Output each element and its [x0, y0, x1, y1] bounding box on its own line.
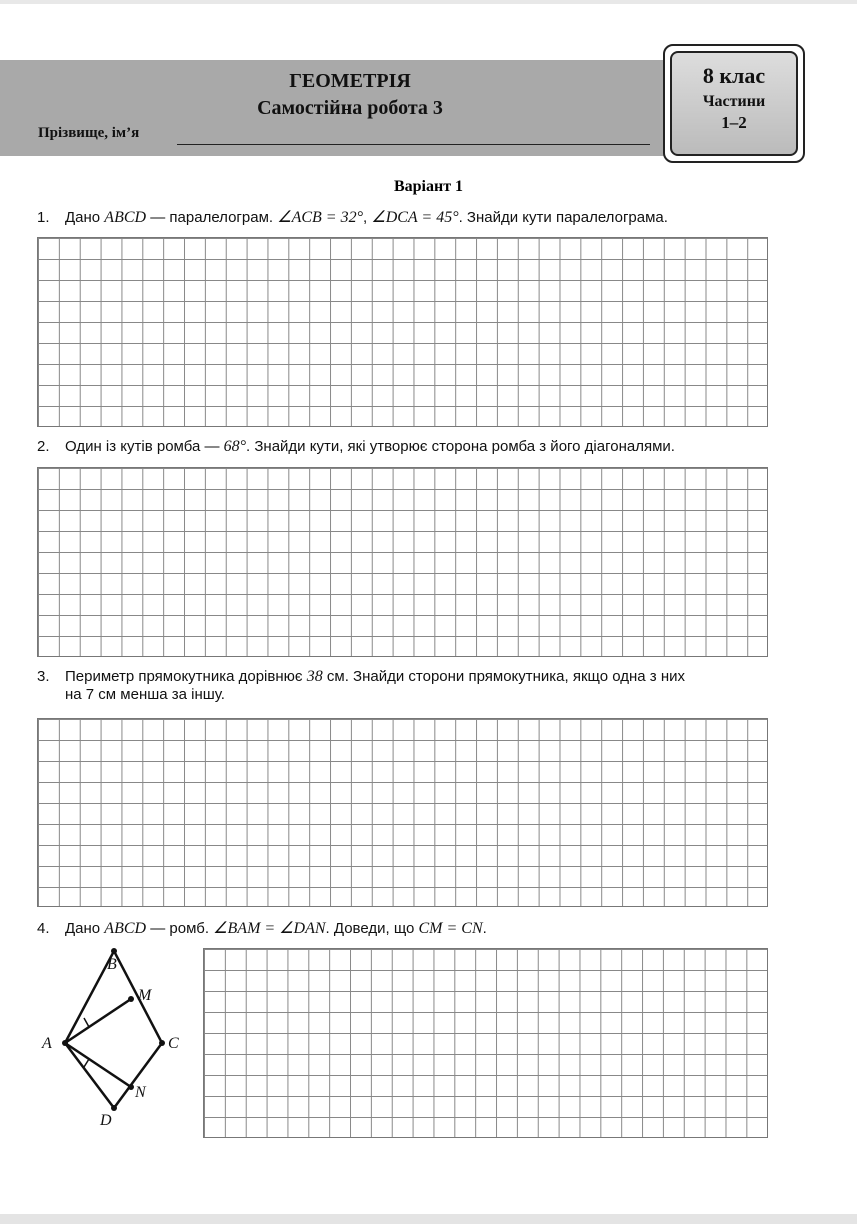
- label-a: A: [42, 1035, 52, 1052]
- subject-title: ГЕОМЕТРІЯ: [289, 70, 411, 92]
- task-number: 2.: [37, 438, 50, 455]
- answer-grid-4[interactable]: [203, 948, 768, 1138]
- task-2: [37, 438, 675, 456]
- m: 68°: [223, 438, 247, 455]
- label-n: N: [135, 1084, 146, 1101]
- t: . Доведи, що: [325, 920, 419, 937]
- grade: 8 клас: [702, 63, 766, 88]
- parts: 1–2: [721, 113, 747, 132]
- m: ∠DCA = 45°: [371, 209, 459, 226]
- segment-an: [65, 1043, 131, 1087]
- t: Один із кутів ромба —: [65, 438, 224, 455]
- t: на 7 см менша за іншу.: [65, 686, 225, 703]
- rhombus: [65, 951, 162, 1108]
- bottom-edge: [0, 1214, 857, 1224]
- t: Периметр прямокутника дорівнює: [65, 668, 307, 685]
- task-number: 3.: [37, 668, 50, 685]
- parts-label: Частини: [702, 93, 766, 110]
- t: см. Знайди сторони прямокутника, якщо одна з них: [322, 668, 685, 685]
- m: 38: [306, 668, 323, 685]
- t: .: [482, 920, 487, 937]
- name-label: Прізвище, ім’я: [38, 125, 140, 141]
- task-number: 4.: [37, 920, 50, 937]
- grade-badge: [663, 44, 805, 163]
- t: ,: [363, 209, 372, 226]
- rhombus-figure: [0, 940, 200, 1140]
- angle-mark: [84, 1059, 89, 1067]
- t: . Знайди кути, які утворює сторона ромба з його діагоналями.: [246, 438, 675, 455]
- angle-mark: [84, 1018, 89, 1027]
- task-3: [37, 668, 685, 703]
- t: Дано: [65, 209, 105, 226]
- task-4: [37, 918, 487, 938]
- t: — ромб.: [146, 920, 214, 937]
- label-b: B: [107, 956, 117, 973]
- label-m: M: [138, 987, 152, 1004]
- task-1: [37, 207, 668, 227]
- top-edge: [0, 0, 857, 4]
- answer-grid-2[interactable]: [37, 467, 768, 657]
- m: ∠BAM = ∠DAN: [213, 920, 326, 937]
- variant-title: Варіант 1: [393, 178, 464, 195]
- m: CM = CN: [418, 920, 483, 937]
- name-field[interactable]: [177, 144, 650, 145]
- answer-grid-1[interactable]: [37, 237, 768, 427]
- answer-grid-3[interactable]: [37, 718, 768, 907]
- t: — паралелограм.: [146, 209, 278, 226]
- m: ABCD: [104, 920, 147, 937]
- m: ABCD: [104, 209, 147, 226]
- segment-am: [65, 999, 131, 1043]
- work-title: Самостійна робота 3: [257, 97, 443, 119]
- label-d: D: [100, 1112, 112, 1129]
- task-number: 1.: [37, 209, 50, 226]
- m: ∠ACB = 32°: [277, 209, 363, 226]
- label-c: C: [168, 1035, 179, 1052]
- t: . Знайди кути паралелограма.: [458, 209, 668, 226]
- t: Дано: [65, 920, 105, 937]
